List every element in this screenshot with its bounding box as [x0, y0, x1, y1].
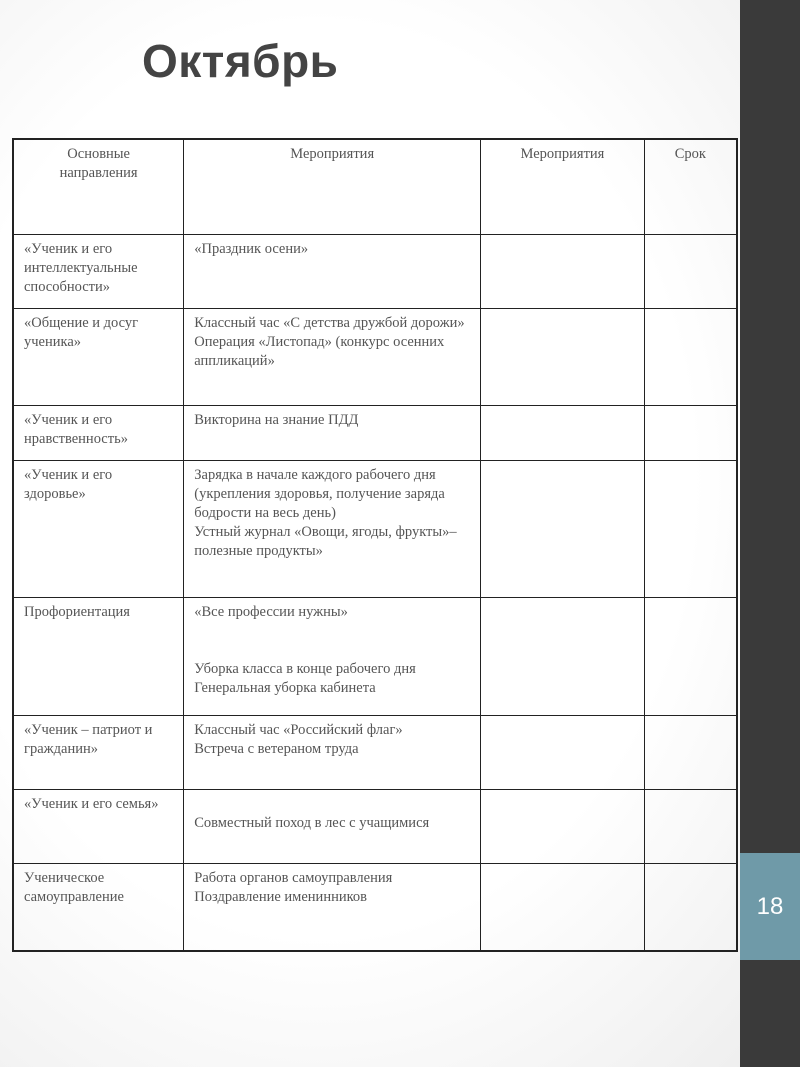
cell-deadline — [644, 789, 737, 863]
cell-deadline — [644, 405, 737, 460]
cell-deadline — [644, 597, 737, 715]
cell-events: Классный час «Российский флаг» Встреча с ветераном труда — [184, 715, 481, 789]
table-row — [13, 715, 737, 789]
cell-deadline — [644, 308, 737, 405]
cell-deadline — [644, 460, 737, 597]
table-row — [13, 405, 737, 460]
table-row — [13, 460, 737, 597]
cell-direction: «Ученик – патриот и гражданин» — [13, 715, 184, 789]
cell-deadline — [644, 863, 737, 951]
header-events-2: Мероприятия — [481, 139, 645, 234]
cell-events-2 — [481, 863, 645, 951]
cell-events-2 — [481, 234, 645, 308]
cell-events-2 — [481, 308, 645, 405]
table-row — [13, 863, 737, 951]
header-events: Мероприятия — [184, 139, 481, 234]
cell-events: «Все профессии нужны» Уборка класса в конце рабочего дня Генеральная уборка кабинета — [184, 597, 481, 715]
cell-direction: Ученическое самоуправление — [13, 863, 184, 951]
cell-events-2 — [481, 597, 645, 715]
table-row — [13, 789, 737, 863]
cell-direction: Профориентация — [13, 597, 184, 715]
cell-events-2 — [481, 405, 645, 460]
cell-events: Викторина на знание ПДД — [184, 405, 481, 460]
cell-events: «Праздник осени» — [184, 234, 481, 308]
cell-direction: «Ученик и его интеллектуальные способности» — [13, 234, 184, 308]
cell-direction: «Ученик и его нравственность» — [13, 405, 184, 460]
header-directions: Основные направления — [13, 139, 184, 234]
header-deadline: Срок — [644, 139, 737, 234]
cell-events-2 — [481, 460, 645, 597]
cell-events: Зарядка в начале каждого рабочего дня (укрепления здоровья, получение заряда бодрости на весь день) Устный журнал «Овощи, ягоды, фрукты»– полезные продукты» — [184, 460, 481, 597]
slide-title: Октябрь — [142, 35, 339, 87]
cell-direction: «Ученик и его семья» — [13, 789, 184, 863]
table-row — [13, 234, 737, 308]
table-row — [13, 597, 737, 715]
cell-events-2 — [481, 789, 645, 863]
cell-events-2 — [481, 715, 645, 789]
cell-events: Совместный поход в лес с учащимися — [184, 789, 481, 863]
cell-events: Классный час «С детства дружбой дорожи» Операция «Листопад» (конкурс осенних аппликаций» — [184, 308, 481, 405]
cell-deadline — [644, 715, 737, 789]
table-row — [13, 308, 737, 405]
page-number: 18 — [740, 853, 800, 960]
cell-direction: «Общение и досуг ученика» — [13, 308, 184, 405]
plan-table — [12, 138, 738, 952]
cell-deadline — [644, 234, 737, 308]
table-header-row — [13, 139, 737, 234]
cell-direction: «Ученик и его здоровье» — [13, 460, 184, 597]
cell-events: Работа органов самоуправления Поздравление именинников — [184, 863, 481, 951]
